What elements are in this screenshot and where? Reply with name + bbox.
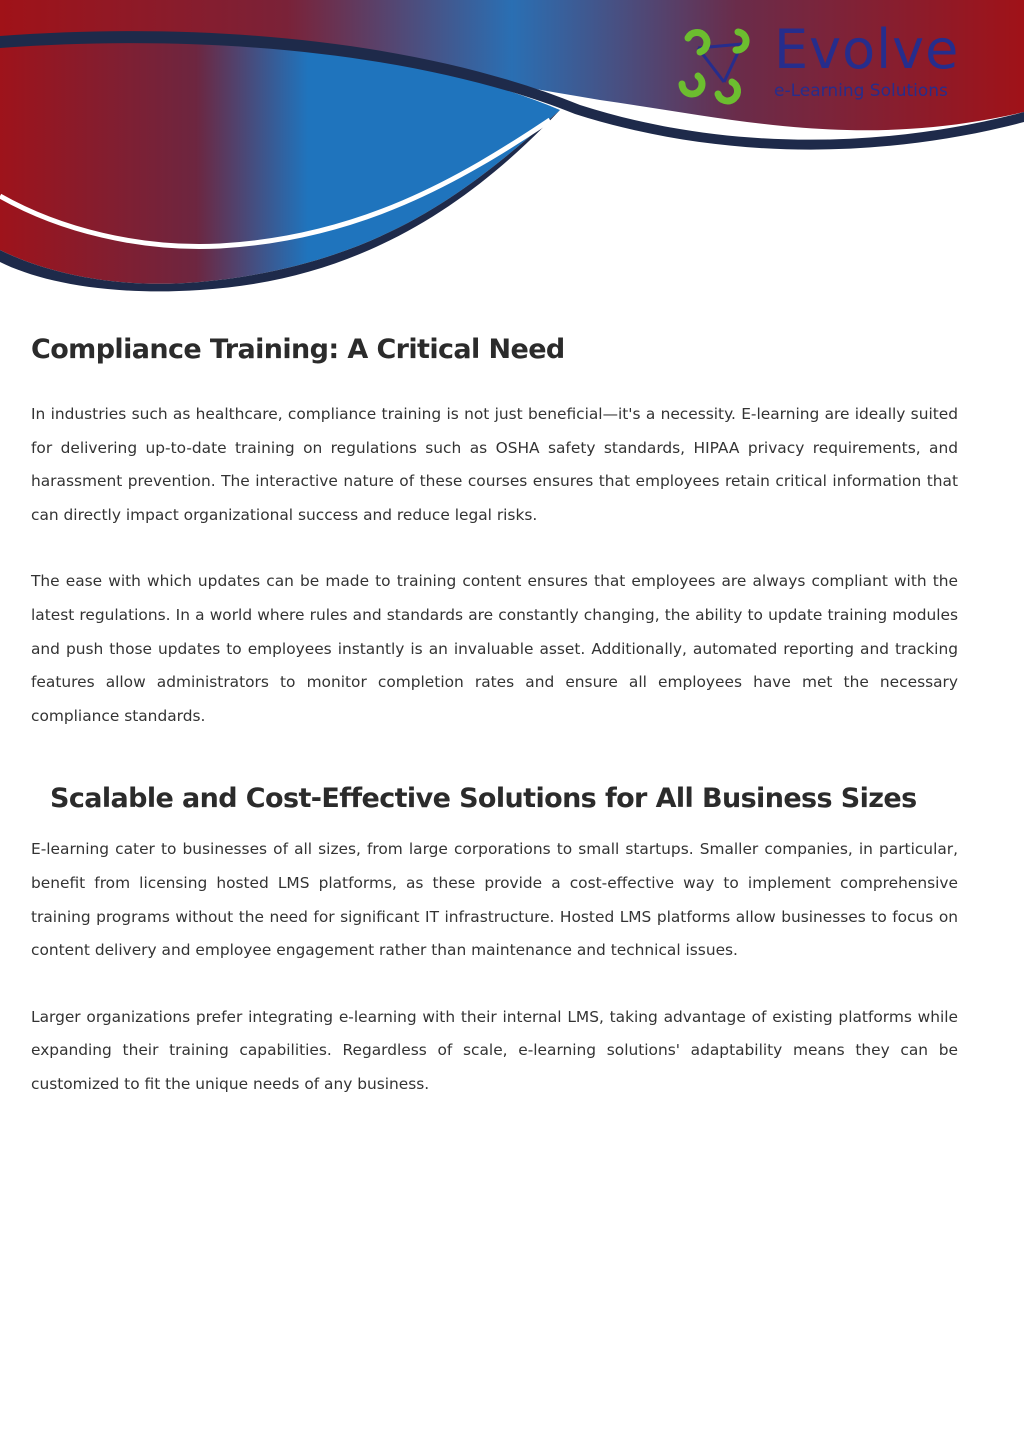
paragraph: The ease with which updates can be made to training content ensures that employees are always compliant with the latest regulations. In a world where rules and standards are constantly changing, the ability to update training modules and push those updates to employees instantly is an invaluable asset. Additionally, automated reporting and tracking features allow administrators to monitor completion rates and ensure all employees have met the necessary compliance standards. — [31, 572, 958, 725]
section-heading-compliance: Compliance Training: A Critical Need — [31, 334, 565, 365]
section-heading-scalable: Scalable and Cost-Effective Solutions for All Business Sizes — [50, 783, 917, 815]
paragraph: Larger organizations prefer integrating e-learning with their internal LMS, taking advantage of existing platforms while expanding their training capabilities. Regardless of scale, e-learning solutions' adaptability means they can be customized to fit the unique needs of any business. — [31, 1007, 958, 1093]
brand-tagline: e-Learning Solutions — [774, 81, 948, 101]
molecule-logo-icon — [668, 26, 768, 112]
brand-name: Evolve — [774, 18, 960, 81]
paragraph: In industries such as healthcare, compliance training is not just beneficial—it's a necessity. E-learning are ideally suited for delivering up-to-date training on regulations such as OSHA safety standards, HIPAA privacy requirements, and harassment prevention. The interactive nature of these courses ensures that employees retain critical information that can directly impact organizational success and reduce legal risks. — [31, 405, 958, 524]
brand-logo — [668, 18, 1008, 112]
paragraph: E-learning cater to businesses of all sizes, from large corporations to small startups. Smaller companies, in particular, benefit from licensing hosted LMS platforms, as these provide a cost-effective way to implement comprehensive training programs without the need for significant IT infrastructure. Hosted LMS platforms allow businesses to focus on content delivery and employee engagement rather than maintenance and technical issues. — [31, 840, 958, 960]
article-body — [31, 322, 958, 1102]
